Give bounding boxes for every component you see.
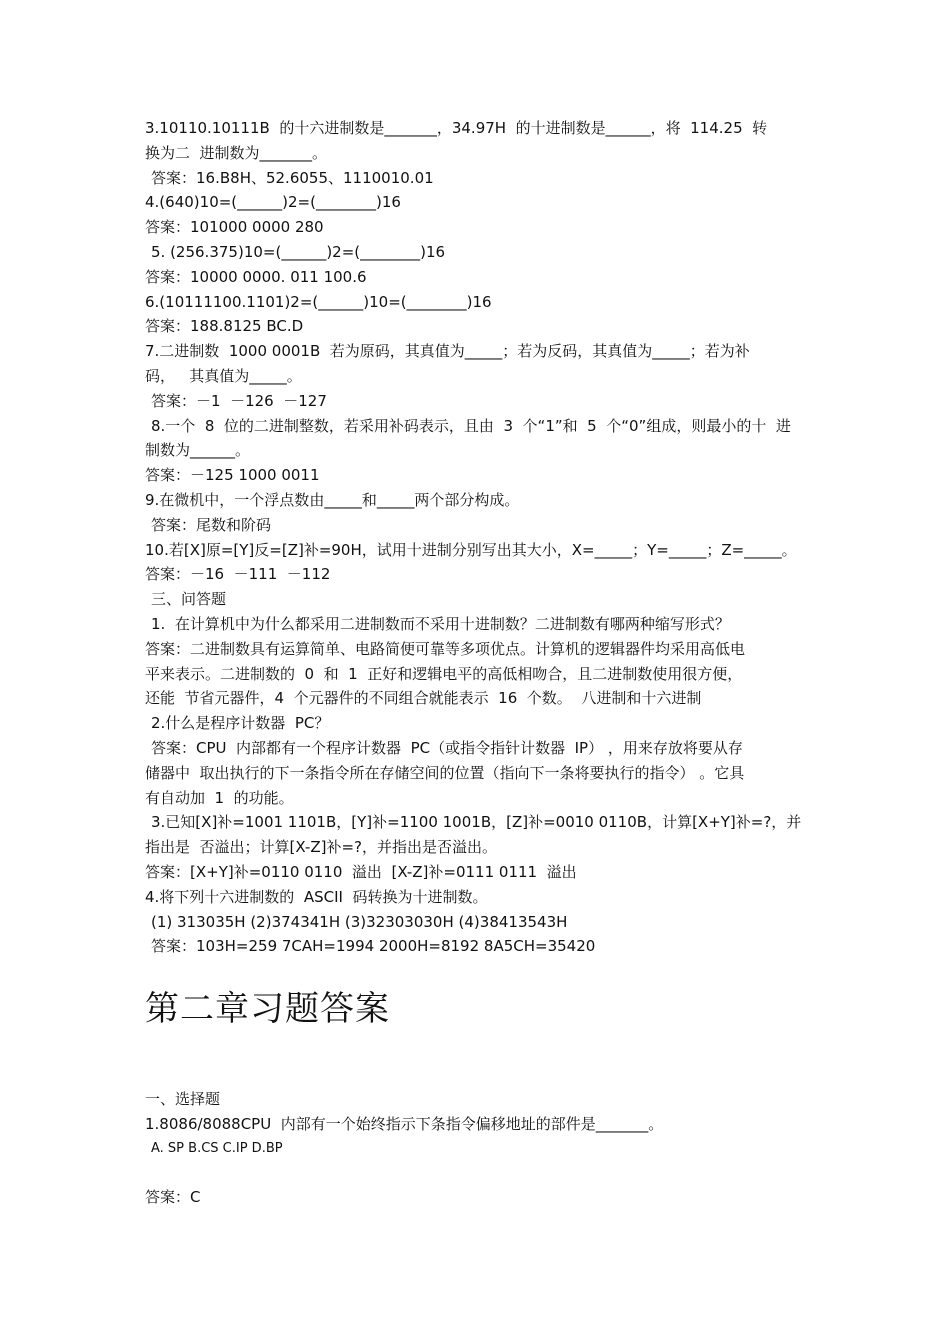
qa1-answer-line2: 平来表示。二进制数的 0 和 1 正好和逻辑电平的高低相吻合，且二进制数使用很方便， (145, 664, 743, 683)
q10-answer: 答案：－16 －111 －112 (145, 565, 331, 584)
ch2-q1-options: A. SP B.CS C.IP D.BP (151, 1140, 283, 1156)
document-content (145, 116, 807, 1209)
q8-answer: 答案：－125 1000 0011 (145, 466, 320, 485)
q5-answer: 答案：10000 0000. 011 100.6 (145, 267, 367, 286)
q6-question: 6.(10111100.1101)2=(______)10=(________)16 (145, 292, 492, 311)
qa3-answer: 答案：[X+Y]补=0110 0110 溢出 [X-Z]补=0111 0111 溢出 (145, 862, 577, 881)
q6-answer: 答案：188.8125 BC.D (145, 317, 304, 336)
q5-question: 5. (256.375)10=(______)2=(________)16 (151, 242, 446, 261)
qa3-question-line2: 指出是 否溢出；计算[X-Z]补=?，并指出是否溢出。 (145, 838, 497, 857)
q9-answer: 答案：尾数和阶码 (151, 515, 272, 534)
qa2-answer-line1: 答案：CPU 内部都有一个程序计数器 PC（或指令指针计数器 IP） ，用来存放将要从存 (151, 738, 743, 757)
q7-answer: 答案：－1 －126 －127 (151, 391, 327, 410)
q7-line1: 7.二进制数 1000 0001B 若为原码，其真值为_____；若为反码，其真值为_____；若为补 (145, 342, 750, 361)
q4-answer: 答案：101000 0000 280 (145, 218, 324, 237)
q7-line2: 码， 其真值为_____。 (145, 366, 302, 385)
qa3-question-line1: 3.已知[X]补=1001 1101B，[Y]补=1100 1001B，[Z]补=0010 0110B，计算[X+Y]补=?，并 (151, 813, 802, 832)
chapter-title: 第二章习题答案 (145, 989, 390, 1030)
qa2-answer-line3: 有自动加 1 的功能。 (145, 788, 294, 807)
qa1-question: 1. 在计算机中为什么都采用二进制数而不采用十进制数？二进制数有哪两种缩写形式？ (151, 614, 730, 633)
q3-answer: 答案：16.B8H、52.6055、1110010.01 (151, 168, 434, 187)
qa4-items: (1) 313035H (2)374341H (3)32303030H (4)38413543H (151, 912, 568, 931)
qa2-answer-line2: 储器中 取出执行的下一条指令所在存储空间的位置（指向下一条将要执行的指令） 。它具 (145, 763, 745, 782)
section-qa-heading: 三、问答题 (151, 590, 227, 609)
ch2-q1-question: 1.8086/8088CPU 内部有一个始终指示下条指令偏移地址的部件是_______。 (145, 1114, 664, 1133)
q10-question: 10.若[X]原=[Y]反=[Z]补=90H，试用十进制分别写出其大小，X=_____；Y=_____；Z=_____。 (145, 540, 797, 559)
q8-line1: 8.一个 8 位的二进制整数，若采用补码表示，且由 3 个“1”和 5 个“0”组成，则最小的十 进 (151, 416, 791, 435)
ch2-q1-answer: 答案：C (145, 1187, 201, 1206)
q8-line2: 制数为______。 (145, 441, 251, 460)
qa1-answer-line3: 还能 节省元器件，4 个元器件的不同组合就能表示 16 个数。 八进制和十六进制 (145, 689, 702, 708)
qa1-answer-line1: 答案：二进制数具有运算简单、电路简便可靠等多项优点。计算机的逻辑器件均采用高低电 (145, 639, 746, 658)
q9-question: 9.在微机中，一个浮点数由_____和_____两个部分构成。 (145, 490, 520, 509)
qa4-answer: 答案：103H=259 7CAH=1994 2000H=8192 8A5CH=35420 (151, 937, 596, 956)
q3-line1: 3.10110.10111B 的十六进制数是_______，34.97H 的十进制数是______，将 114.25 转 (145, 119, 768, 137)
qa4-question: 4.将下列十六进制数的 ASCII 码转换为十进制数。 (145, 887, 488, 906)
q3-line2: 换为二 进制数为_______。 (145, 143, 328, 162)
qa2-question: 2.什么是程序计数器 PC？ (151, 714, 330, 733)
section-choice-heading: 一、选择题 (145, 1090, 221, 1109)
q4-question: 4.(640)10=(______)2=(________)16 (145, 193, 401, 212)
